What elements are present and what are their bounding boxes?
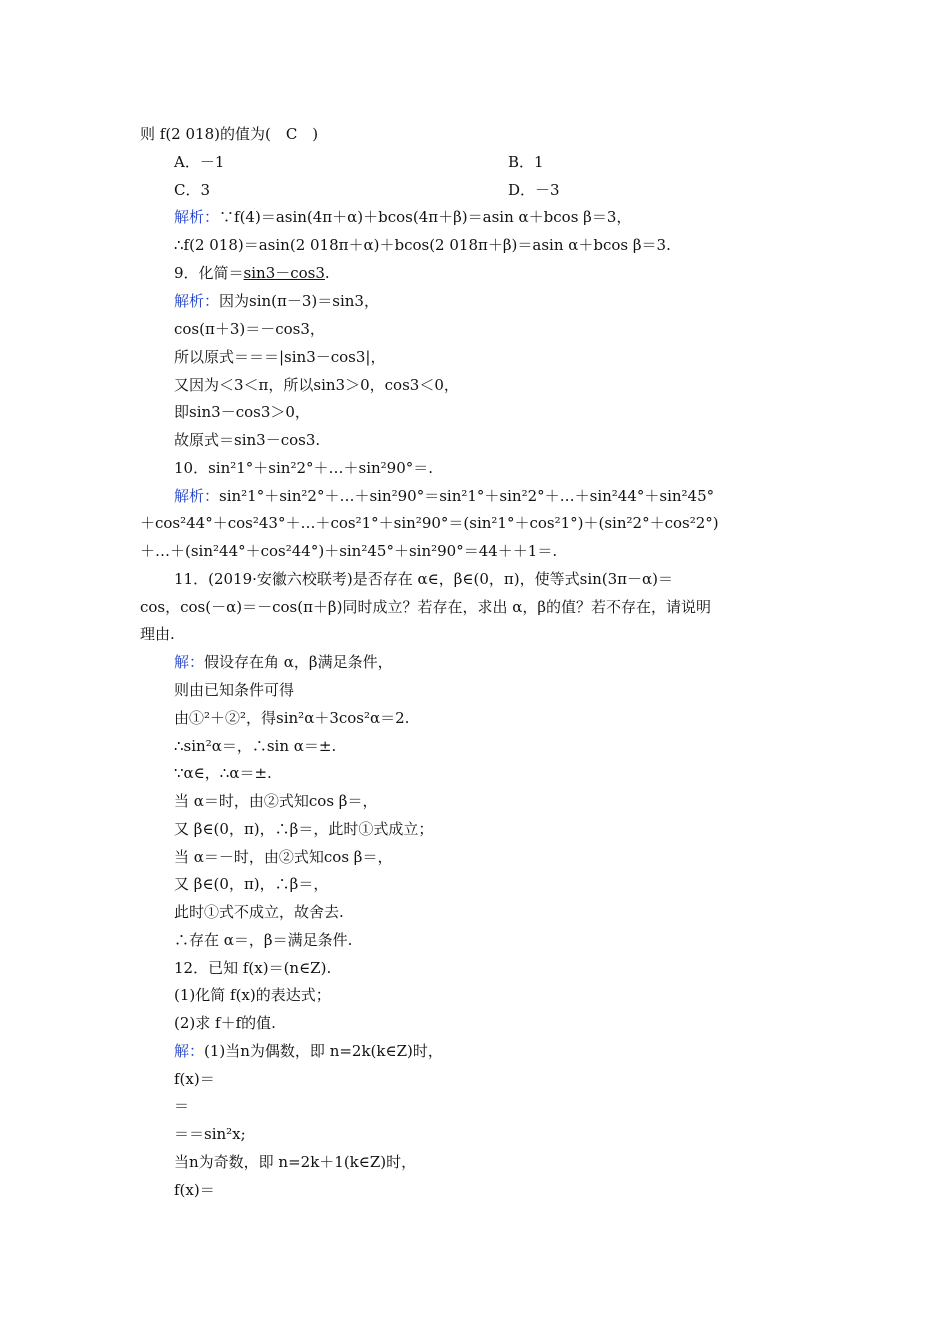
q11-solution-text-10: 此时①式不成立，故舍去. — [174, 903, 344, 921]
q8-option-d: D．－3 — [508, 181, 560, 199]
q12-solution-line — [174, 1041, 443, 1061]
q11-solution-text-8: 当 α＝－时，由②式知cos β＝， — [174, 848, 393, 866]
q8-analysis-text-1: ∵f(4)＝asin(4π＋α)＋bcos(4π＋β)＝asin α＋bcos β＝3， — [219, 208, 632, 226]
q8-option-a: A．－1 — [174, 153, 225, 171]
q9-analysis-text-1: 因为sin(π－3)＝sin3， — [219, 292, 379, 310]
q10-analysis-text-1: sin²1°＋sin²2°＋…＋sin²90°＝sin²1°＋sin²2°＋…＋sin²44°＋sin²45° — [219, 487, 715, 505]
q12-solution-text-4: ＝＝sin²x; — [174, 1125, 246, 1143]
q8-option-c: C．3 — [174, 181, 211, 199]
q12-stem: 12．已知 f(x)＝(n∈Z). — [174, 959, 332, 977]
q8-analysis-line — [174, 207, 631, 227]
q12-part-1: (1)化简 f(x)的表达式； — [174, 986, 331, 1004]
q9-analysis-text-6: 故原式＝sin3－cos3. — [174, 431, 321, 449]
q9-stem-end: . — [324, 264, 330, 282]
q10-analysis-text-3: ＋…＋(sin²44°＋cos²44°)＋sin²45°＋sin²90°＝44＋＋1＝. — [140, 542, 558, 560]
q11-solution-text-2: 则由已知条件可得 — [174, 681, 295, 699]
q8-stem: 则 f(2 018)的值为( C ) — [140, 125, 319, 143]
analysis-label: 解析： — [174, 208, 220, 226]
q10-analysis-line — [174, 486, 714, 506]
q9-analysis-text-4: 又因为＜3＜π，所以sin3＞0，cos3＜0， — [174, 376, 459, 394]
q9-stem-line — [174, 263, 330, 283]
q11-solution-text-4: ∴sin²α＝，∴sin α＝±. — [174, 737, 337, 755]
q9-analysis-line — [174, 291, 379, 311]
q12-solution-text-6: f(x)＝ — [174, 1181, 215, 1199]
q9-analysis-text-5: 即sin3－cos3＞0， — [174, 403, 310, 421]
q9-answer: sin3－cos3 — [243, 264, 325, 282]
q11-stem-1: 11．(2019·安徽六校联考)是否存在 α∈，β∈(0，π)，使等式sin(3π－α)＝ — [174, 570, 674, 588]
q11-solution-text-9: 又 β∈(0，π)，∴β＝， — [174, 875, 329, 893]
q11-solution-line — [174, 652, 393, 672]
q10-stem: 10．sin²1°＋sin²2°＋…＋sin²90°＝. — [174, 459, 434, 477]
q9-analysis-text-2: cos(π＋3)＝－cos3， — [174, 320, 325, 338]
q10-analysis-text-2: ＋cos²44°＋cos²43°＋…＋cos²1°＋sin²90°＝(sin²1°＋cos²1°)＋(sin²2°＋cos²2°) — [140, 514, 719, 532]
analysis-label: 解析： — [174, 292, 220, 310]
q11-stem-3: 理由. — [140, 625, 175, 643]
q11-solution-text-5: ∵α∈，∴α＝±. — [174, 764, 272, 782]
q11-solution-text-7: 又 β∈(0，π)，∴β＝，此时①式成立； — [174, 820, 434, 838]
analysis-label: 解析： — [174, 487, 220, 505]
q12-solution-text-2: f(x)＝ — [174, 1070, 215, 1088]
q11-solution-text-6: 当 α＝时，由②式知cos β＝， — [174, 792, 378, 810]
solution-label: 解： — [174, 1042, 205, 1060]
q8-analysis-text-2: ∴f(2 018)＝asin(2 018π＋α)＋bcos(2 018π＋β)＝asin α＋bcos β＝3. — [174, 236, 671, 254]
q12-solution-text-5: 当n为奇数，即 n=2k＋1(k∈Z)时， — [174, 1153, 417, 1171]
q11-solution-text-3: 由①²＋②²，得sin²α＋3cos²α＝2. — [174, 709, 410, 727]
q9-stem: 9．化简＝ — [174, 264, 244, 282]
q12-solution-text-3: ＝ — [174, 1097, 190, 1115]
q11-solution-text-1: 假设存在角 α，β满足条件， — [204, 653, 393, 671]
q11-solution-text-11: ∴存在 α＝，β＝满足条件. — [174, 931, 353, 949]
q12-solution-text-1: (1)当n为偶数，即 n=2k(k∈Z)时， — [204, 1042, 443, 1060]
q8-option-b: B．1 — [508, 153, 544, 171]
q12-part-2: (2)求 f＋f的值. — [174, 1014, 276, 1032]
q11-stem-2: cos，cos(－α)＝－cos(π＋β)同时成立？若存在，求出 α，β的值？若不存在，请说明 — [140, 598, 712, 616]
solution-label: 解： — [174, 653, 205, 671]
q9-analysis-text-3: 所以原式＝＝＝|sin3－cos3|， — [174, 348, 386, 366]
